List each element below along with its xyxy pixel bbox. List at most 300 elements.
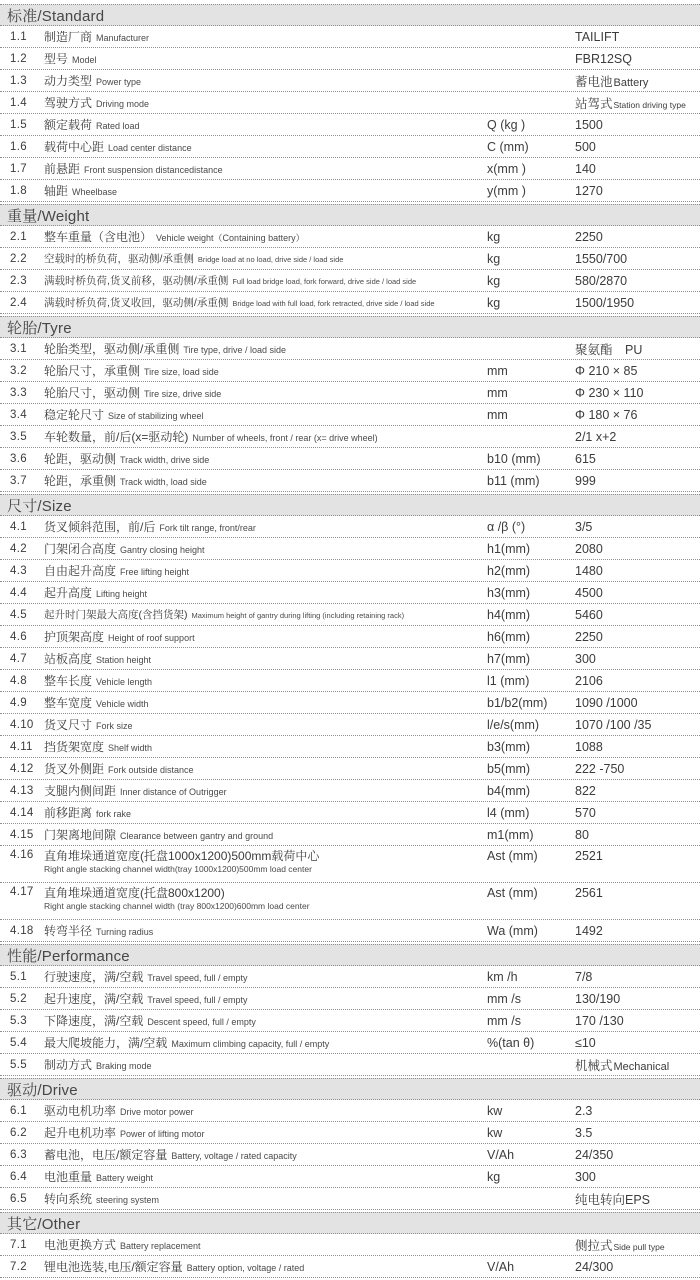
- row-number: 6.1: [10, 1104, 27, 1117]
- row-description: [36, 886, 487, 912]
- row-unit-symbol: Ast (mm): [487, 886, 538, 900]
- row-description: [36, 1190, 487, 1207]
- row-number: 3.1: [10, 342, 27, 355]
- row-value-main: 7/8: [575, 969, 593, 984]
- row-number: 1.7: [10, 162, 27, 175]
- row-number: 3.2: [10, 364, 27, 377]
- row-label-zh: 行驶速度，满/空载: [44, 970, 144, 984]
- row-description: [36, 1102, 487, 1119]
- row-label-en: Turning radius: [96, 927, 154, 937]
- row-label-zh: 门架离地间隙: [44, 828, 117, 842]
- row-number: 6.4: [10, 1170, 27, 1183]
- section-rows: [0, 338, 700, 492]
- spec-row: [0, 758, 700, 780]
- row-label-en: Vehicle length: [96, 677, 153, 687]
- spec-section: [0, 204, 700, 314]
- row-value-main: 聚氨酯 PU: [575, 342, 643, 357]
- row-description: [36, 650, 487, 667]
- row-value-main: ≤10: [575, 1035, 596, 1050]
- row-description: [36, 138, 487, 155]
- row-label-zh: 轮胎类型，驱动侧/承重侧: [44, 342, 180, 356]
- row-description: [36, 228, 487, 245]
- row-value-sub: Station driving type: [613, 99, 686, 110]
- row-label-en: Travel speed, full / empty: [147, 973, 248, 983]
- row-label-zh: 额定载荷: [44, 118, 93, 132]
- row-description: [36, 672, 487, 689]
- row-number: 1.2: [10, 52, 27, 65]
- row-label-en: Travel speed, full / empty: [147, 995, 248, 1005]
- row-unit-symbol: m1(mm): [487, 827, 534, 842]
- row-value: [575, 674, 700, 688]
- row-unit-symbol: Ast (mm): [487, 849, 538, 863]
- row-value-main: 纯电转向EPS: [575, 1192, 651, 1207]
- row-value-main: 2561: [575, 886, 603, 900]
- spec-section: [0, 4, 700, 202]
- row-unit-symbol: kg: [487, 251, 501, 266]
- row-unit-symbol: km /h: [487, 969, 518, 984]
- row-number: 4.15: [10, 828, 34, 841]
- row-value-main: 24/300: [575, 1259, 614, 1274]
- spec-table: [0, 4, 700, 1278]
- spec-row: [0, 736, 700, 758]
- row-value: [575, 542, 700, 556]
- row-value-main: 222 -750: [575, 761, 625, 776]
- row-value-main: 24/350: [575, 1147, 614, 1162]
- row-label-en: Battery replacement: [120, 1241, 201, 1251]
- row-unit-symbol: b1/b2(mm): [487, 695, 548, 710]
- row-value: [575, 1056, 700, 1074]
- section-rows: [0, 516, 700, 942]
- row-number: 2.1: [10, 230, 27, 243]
- spec-row: [0, 382, 700, 404]
- spec-row: [0, 48, 700, 70]
- row-label-zh: 空载时的桥负荷，驱动侧/承重侧: [44, 253, 194, 265]
- spec-row: [0, 158, 700, 180]
- row-unit-symbol: mm: [487, 385, 508, 400]
- row-number: 4.12: [10, 762, 34, 775]
- row-number: 4.8: [10, 674, 27, 687]
- row-value: [575, 274, 700, 288]
- row-value-main: TAILIFT: [575, 29, 620, 44]
- spec-row: [0, 714, 700, 736]
- row-number: 7.1: [10, 1238, 27, 1251]
- row-value: [575, 408, 700, 422]
- row-unit-symbol: h2(mm): [487, 563, 531, 578]
- row-value: [575, 608, 700, 622]
- row-label-zh: 整车宽度: [44, 696, 93, 710]
- row-unit-symbol: l1 (mm): [487, 673, 530, 688]
- row-unit-symbol: kg: [487, 1169, 501, 1184]
- row-value-main: 3.5: [575, 1125, 593, 1140]
- row-value: [575, 762, 700, 776]
- row-label-zh: 型号: [44, 52, 69, 66]
- row-value-main: 3/5: [575, 519, 593, 534]
- row-label-en: Vehicle weight（Containing battery）: [156, 233, 305, 243]
- row-unit-symbol: kw: [487, 1103, 503, 1118]
- spec-row: [0, 1100, 700, 1122]
- row-label-en: Braking mode: [96, 1061, 152, 1071]
- row-value-main: 1500/1950: [575, 295, 635, 310]
- row-value: [575, 630, 700, 644]
- spec-row: [0, 1166, 700, 1188]
- spec-row: [0, 404, 700, 426]
- row-unit-symbol: h3(mm): [487, 585, 531, 600]
- row-description: [36, 160, 487, 177]
- row-label-en: Fork tilt range, front/rear: [159, 523, 256, 533]
- row-label-zh: 满载时桥负荷,货叉收回，驱动侧/承重侧: [44, 297, 229, 309]
- row-value-main: 1480: [575, 563, 603, 578]
- section-rows: [0, 1234, 700, 1278]
- row-value: [575, 1260, 700, 1274]
- row-description: [36, 1124, 487, 1141]
- spec-row: [0, 26, 700, 48]
- row-label-en: Shelf width: [108, 743, 153, 753]
- row-unit-symbol: mm /s: [487, 991, 522, 1006]
- section-rows: [0, 26, 700, 202]
- row-value: [575, 1014, 700, 1028]
- row-unit-symbol: h1(mm): [487, 541, 531, 556]
- row-value: [575, 52, 700, 66]
- row-label-en: Bridge load at no load, drive side / load side: [197, 255, 344, 264]
- row-number: 4.13: [10, 784, 34, 797]
- section-header: 轮胎/Tyre: [0, 316, 700, 338]
- row-value-main: 822: [575, 783, 596, 798]
- spec-row: [0, 1256, 700, 1278]
- spec-row: [0, 626, 700, 648]
- row-label-en: Drive motor power: [120, 1107, 194, 1117]
- row-value: [575, 474, 700, 488]
- row-description: [36, 694, 487, 711]
- spec-row: [0, 270, 700, 292]
- spec-section: [0, 316, 700, 492]
- row-unit-symbol: h4(mm): [487, 607, 531, 622]
- spec-row: [0, 560, 700, 582]
- row-label-en: Station height: [96, 655, 152, 665]
- row-value: [575, 140, 700, 154]
- row-label-en: Driving mode: [96, 99, 150, 109]
- row-label-en: Vehicle width: [96, 699, 149, 709]
- spec-row: [0, 692, 700, 714]
- row-value: [575, 1190, 700, 1208]
- row-description: [36, 50, 487, 67]
- row-value-main: Φ 180 × 76: [575, 407, 638, 422]
- row-label-zh: 起升高度: [44, 586, 93, 600]
- row-number: 2.3: [10, 274, 27, 287]
- row-number: 2.2: [10, 252, 27, 265]
- row-value-main: 80: [575, 827, 589, 842]
- row-description: [36, 782, 487, 799]
- row-value: [575, 784, 700, 798]
- row-number: 4.1: [10, 520, 27, 533]
- row-description: [36, 760, 487, 777]
- row-unit-symbol: α /β (°): [487, 519, 526, 534]
- row-description: [36, 1258, 487, 1275]
- row-description: [36, 182, 487, 199]
- row-value: [575, 296, 700, 310]
- row-unit-symbol: l4 (mm): [487, 805, 530, 820]
- row-number: 4.6: [10, 630, 27, 643]
- row-label-en: Power of lifting motor: [120, 1129, 205, 1139]
- row-value-main: FBR12SQ: [575, 51, 632, 66]
- row-value-main: 2080: [575, 541, 603, 556]
- row-number: 1.8: [10, 184, 27, 197]
- section-header: 性能/Performance: [0, 944, 700, 966]
- row-number: 6.5: [10, 1192, 27, 1205]
- row-number: 4.11: [10, 740, 33, 753]
- row-label-en: Rated load: [96, 121, 140, 131]
- row-value-main: 170 /130: [575, 1013, 624, 1028]
- spec-row: [0, 920, 700, 942]
- row-value-main: 5460: [575, 607, 603, 622]
- row-value: [575, 184, 700, 198]
- row-label-zh: 最大爬坡能力，满/空载: [44, 1036, 168, 1050]
- row-label-zh: 动力类型: [44, 74, 93, 88]
- row-unit-symbol: b4(mm): [487, 783, 531, 798]
- row-description: [36, 1012, 487, 1029]
- spec-row: [0, 966, 700, 988]
- row-description: [36, 1236, 487, 1253]
- row-number: 3.6: [10, 452, 27, 465]
- row-value-main: 140: [575, 161, 596, 176]
- row-unit-symbol: y(mm ): [487, 183, 526, 198]
- row-label-zh: 整车长度: [44, 674, 93, 688]
- row-value-main: 580/2870: [575, 273, 628, 288]
- row-label-zh: 转向系统: [44, 1192, 93, 1206]
- row-unit-symbol: b3(mm): [487, 739, 531, 754]
- row-unit-symbol: h6(mm): [487, 629, 531, 644]
- row-label-en: Size of stabilizing wheel: [108, 411, 204, 421]
- row-unit-symbol: kw: [487, 1125, 503, 1140]
- row-number: 5.5: [10, 1058, 27, 1071]
- row-value-main: 2250: [575, 629, 603, 644]
- row-number: 4.7: [10, 652, 27, 665]
- row-value: [575, 806, 700, 820]
- row-description: [36, 450, 487, 467]
- row-label-zh: 起升时门架最大高度(含挡货架): [44, 609, 188, 621]
- row-description: [36, 518, 487, 535]
- section-rows: [0, 1100, 700, 1210]
- row-value: [575, 652, 700, 666]
- row-label-zh: 门架闭合高度: [44, 542, 117, 556]
- section-rows: [0, 226, 700, 314]
- row-unit-symbol: %(tan θ): [487, 1035, 535, 1050]
- row-description: [36, 428, 487, 445]
- row-label-zh: 直角堆垛通道宽度(托盘1000x1200)500mm载荷中心: [44, 849, 320, 863]
- row-number: 3.3: [10, 386, 27, 399]
- row-value-main: 300: [575, 651, 596, 666]
- row-description: [36, 1146, 487, 1163]
- row-label-zh: 制造厂商: [44, 30, 93, 44]
- row-description: [36, 251, 487, 266]
- spec-row: [0, 516, 700, 538]
- row-label-zh: 制动方式: [44, 1058, 93, 1072]
- section-header: 其它/Other: [0, 1212, 700, 1234]
- row-label-en: Front suspension distancedistance: [84, 165, 223, 175]
- row-number: 4.9: [10, 696, 27, 709]
- spec-row: [0, 292, 700, 314]
- spec-row: [0, 360, 700, 382]
- row-label-zh: 站板高度: [44, 652, 93, 666]
- row-label-en: Bridge load with full load, fork retracted, drive side / load side: [232, 299, 435, 308]
- row-value: [575, 430, 700, 444]
- spec-row: [0, 988, 700, 1010]
- row-description: [36, 1168, 487, 1185]
- row-number: 1.6: [10, 140, 27, 153]
- row-value-main: Φ 210 × 85: [575, 363, 638, 378]
- row-label-en: Right angle stacking channel width(tray 1000x1200)500mm load center: [44, 864, 312, 874]
- spec-row: [0, 470, 700, 492]
- row-unit-symbol: b10 (mm): [487, 451, 541, 466]
- row-value: [575, 162, 700, 176]
- row-value: [575, 30, 700, 44]
- row-description: [36, 94, 487, 111]
- row-value: [575, 924, 700, 938]
- row-label-zh: 护顶架高度: [44, 630, 105, 644]
- row-label-zh: 起升速度，满/空载: [44, 992, 144, 1006]
- row-unit-symbol: Wa (mm): [487, 923, 538, 938]
- row-label-zh: 满载时桥负荷,货叉前移，驱动侧/承重侧: [44, 275, 229, 287]
- row-value-main: 130/190: [575, 991, 621, 1006]
- spec-row: [0, 338, 700, 360]
- row-number: 7.2: [10, 1260, 27, 1273]
- row-value: [575, 970, 700, 984]
- row-description: [36, 607, 487, 622]
- row-value-main: 蓄电池: [575, 74, 613, 89]
- row-description: [36, 384, 487, 401]
- row-value: [575, 718, 700, 732]
- row-description: [36, 562, 487, 579]
- row-description: [36, 273, 487, 288]
- spec-row: [0, 1234, 700, 1256]
- row-value: [575, 696, 700, 710]
- row-value-main: 300: [575, 1169, 596, 1184]
- row-value-main: 2.3: [575, 1103, 593, 1118]
- row-label-en: Track width, load side: [120, 477, 207, 487]
- row-label-zh: 电池重量: [44, 1170, 93, 1184]
- row-description: [36, 826, 487, 843]
- row-number: 4.10: [10, 718, 34, 731]
- row-description: [36, 738, 487, 755]
- row-number: 4.17: [10, 886, 34, 898]
- row-label-zh: 轮距，驱动侧: [44, 452, 117, 466]
- row-label-en: fork rake: [96, 809, 132, 819]
- row-value: [575, 252, 700, 266]
- row-description: [36, 628, 487, 645]
- row-value-main: 570: [575, 805, 596, 820]
- row-value: [575, 520, 700, 534]
- row-description: [36, 472, 487, 489]
- row-label-en: Maximum climbing capacity, full / empty: [171, 1039, 330, 1049]
- spec-row: [0, 538, 700, 560]
- row-number: 5.2: [10, 992, 27, 1005]
- row-number: 1.1: [10, 30, 27, 43]
- row-label-en: Height of roof support: [108, 633, 195, 643]
- row-description: [36, 340, 487, 357]
- row-value-main: 4500: [575, 585, 603, 600]
- spec-row: [0, 582, 700, 604]
- row-value-main: 1500: [575, 117, 603, 132]
- row-description: [36, 849, 487, 875]
- row-value-main: Φ 230 × 110: [575, 385, 644, 400]
- row-value-main: 999: [575, 473, 596, 488]
- row-value: [575, 94, 700, 112]
- row-value-sub: Side pull type: [613, 1241, 665, 1252]
- row-label-en: Gantry closing height: [120, 545, 205, 555]
- row-description: [36, 804, 487, 821]
- row-value-main: 2106: [575, 673, 603, 688]
- row-unit-symbol: b5(mm): [487, 761, 531, 776]
- row-label-en: Battery, voltage / rated capacity: [171, 1151, 297, 1161]
- row-number: 4.3: [10, 564, 27, 577]
- row-value-main: 1550/700: [575, 251, 628, 266]
- row-description: [36, 716, 487, 733]
- row-description: [36, 1034, 487, 1051]
- spec-row: [0, 1188, 700, 1210]
- row-label-en: Right angle stacking channel width (tray 800x1200)600mm load center: [44, 901, 310, 911]
- row-label-zh: 锂电池选装,电压/额定容量: [44, 1260, 183, 1274]
- row-label-zh: 前移距离: [44, 806, 93, 820]
- row-unit-symbol: mm: [487, 407, 508, 422]
- row-number: 4.16: [10, 849, 34, 861]
- row-value: [575, 849, 700, 863]
- section-header: 标准/Standard: [0, 4, 700, 26]
- row-number: 2.4: [10, 296, 27, 309]
- row-unit-symbol: V/Ah: [487, 1147, 515, 1162]
- row-value: [575, 886, 700, 900]
- row-number: 5.3: [10, 1014, 27, 1027]
- row-number: 6.2: [10, 1126, 27, 1139]
- row-description: [36, 28, 487, 45]
- row-label-zh: 货叉外侧距: [44, 762, 105, 776]
- row-label-en: Fork outside distance: [108, 765, 194, 775]
- row-label-zh: 轴距: [44, 184, 69, 198]
- row-label-zh: 前悬距: [44, 162, 81, 176]
- row-label-en: Full load bridge load, fork forward, drive side / load side: [232, 277, 417, 286]
- row-label-en: Load center distance: [108, 143, 192, 153]
- row-value-main: 1070 /100 /35: [575, 717, 652, 732]
- spec-row: [0, 114, 700, 136]
- row-label-zh: 载荷中心距: [44, 140, 105, 154]
- row-value-main: 2521: [575, 849, 603, 863]
- row-unit-symbol: l/e/s(mm): [487, 717, 540, 732]
- row-description: [36, 406, 487, 423]
- spec-row: [0, 70, 700, 92]
- section-header: 尺寸/Size: [0, 494, 700, 516]
- row-label-en: Battery option, voltage / rated: [186, 1263, 305, 1273]
- row-value: [575, 586, 700, 600]
- row-value: [575, 1170, 700, 1184]
- spec-row: [0, 648, 700, 670]
- row-value-sub: Mechanical: [613, 1060, 670, 1073]
- row-label-en: Model: [72, 55, 97, 65]
- spec-row: [0, 248, 700, 270]
- section-rows: [0, 966, 700, 1076]
- row-value: [575, 1104, 700, 1118]
- row-value: [575, 1126, 700, 1140]
- row-unit-symbol: x(mm ): [487, 161, 526, 176]
- row-value-main: 侧拉式: [575, 1238, 613, 1253]
- row-value-main: 500: [575, 139, 596, 154]
- spec-row: [0, 824, 700, 846]
- row-description: [36, 116, 487, 133]
- row-value: [575, 992, 700, 1006]
- spec-section: [0, 944, 700, 1076]
- row-label-en: Power type: [96, 77, 142, 87]
- section-header: 重量/Weight: [0, 204, 700, 226]
- spec-row: [0, 802, 700, 824]
- spec-row: [0, 92, 700, 114]
- row-value: [575, 230, 700, 244]
